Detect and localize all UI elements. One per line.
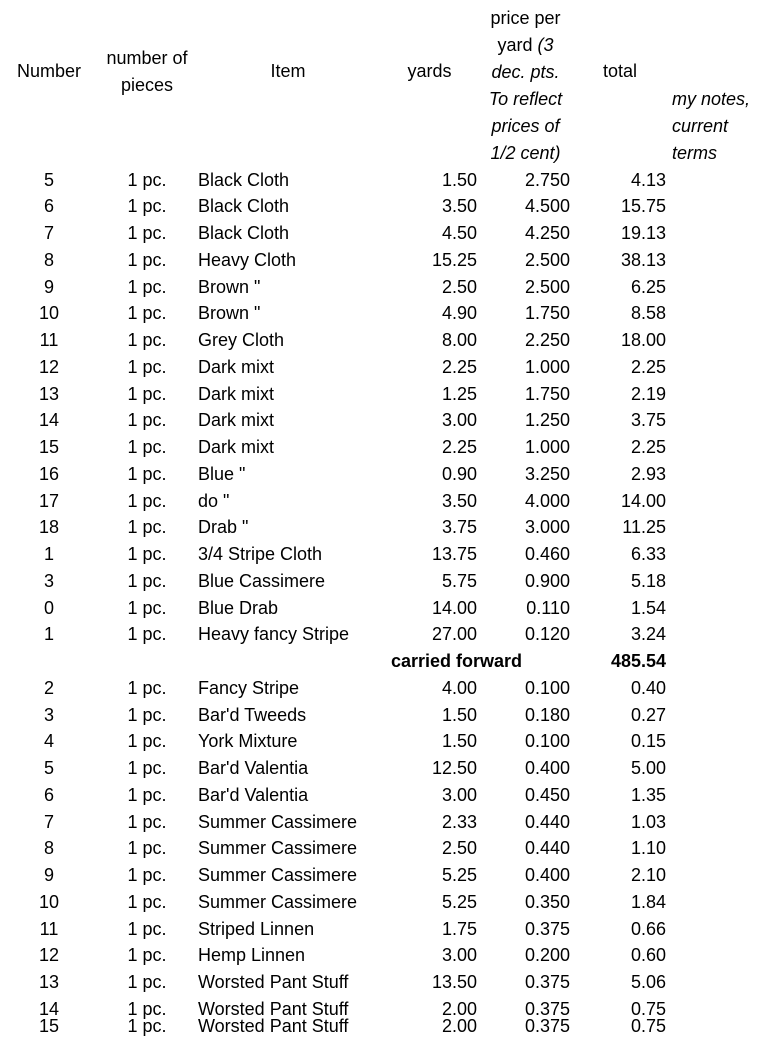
cell-yards: 5.75 bbox=[441, 570, 477, 591]
cell-total: 3.75 bbox=[630, 410, 666, 431]
cell-notes bbox=[668, 274, 763, 301]
cell-pieces: 1 pc. bbox=[127, 945, 167, 966]
cell-number: 12 bbox=[38, 356, 60, 377]
cell-pieces: 1 pc. bbox=[127, 865, 167, 885]
cell-price-per-yard: 0.375 bbox=[524, 998, 570, 1019]
cell-number: 6 bbox=[43, 784, 54, 805]
cell-total: 0.75 bbox=[630, 1016, 666, 1036]
column-header-item-label: Item bbox=[270, 61, 306, 82]
cell-yards: 12.50 bbox=[431, 758, 477, 778]
cell-price-per-yard: 1.750 bbox=[524, 383, 570, 404]
cell-price-per-yard: 0.450 bbox=[524, 784, 570, 805]
cell-yards: 15.25 bbox=[431, 249, 477, 270]
cell-item: Grey Cloth bbox=[198, 330, 285, 350]
cell-notes bbox=[668, 942, 763, 969]
cell-total: 1.35 bbox=[630, 784, 666, 805]
cell-item: Brown " bbox=[198, 276, 261, 297]
cell-item: Heavy fancy Stripe bbox=[198, 624, 350, 645]
cell-price-per-yard: 2.500 bbox=[524, 249, 570, 270]
cell-pieces: 1 pc. bbox=[127, 918, 167, 939]
cell-notes bbox=[668, 862, 763, 889]
cell-pieces: 1 pc. bbox=[127, 597, 167, 618]
cell-yards: 2.33 bbox=[441, 811, 477, 832]
cell-pieces: 1 pc. bbox=[127, 972, 167, 992]
table-row bbox=[0, 300, 763, 327]
cell-notes bbox=[668, 1017, 763, 1044]
cell-pieces: 1 pc. bbox=[127, 891, 167, 912]
cell-yards: 8.00 bbox=[441, 330, 477, 350]
cell-number: 1 bbox=[43, 624, 54, 645]
cell-pieces: 1 pc. bbox=[127, 223, 167, 243]
cell-item: do " bbox=[198, 490, 230, 511]
cell-pieces: 1 pc. bbox=[127, 437, 167, 457]
cell-number: 15 bbox=[38, 1016, 60, 1036]
cell-number bbox=[0, 648, 98, 675]
cell-yards: 0.90 bbox=[441, 463, 477, 484]
cell-item: Striped Linnen bbox=[198, 918, 315, 939]
partial-row bbox=[0, 1017, 763, 1044]
cell-item: Drab " bbox=[198, 517, 249, 538]
cell-yards: 1.25 bbox=[441, 383, 477, 404]
cell-total: 2.25 bbox=[630, 437, 666, 457]
cell-pieces: 1 pc. bbox=[127, 704, 167, 725]
cell-item: Bar'd Valentia bbox=[198, 784, 309, 805]
cell-yards: 3.00 bbox=[441, 945, 477, 966]
cell-pieces: 1 pc. bbox=[127, 490, 167, 511]
cell-number: 0 bbox=[43, 597, 54, 618]
cell-notes bbox=[668, 969, 763, 996]
cell-pieces: 1 pc. bbox=[127, 169, 167, 190]
cell-number: 3 bbox=[43, 570, 54, 591]
cell-notes bbox=[668, 728, 763, 755]
column-header-yards-label: yards bbox=[407, 61, 452, 82]
column-header-price-per-yard: price per yard (3 dec. pts. To reflect prices of 1/2 cent) bbox=[488, 7, 563, 163]
table-row bbox=[0, 193, 763, 220]
cell-yards: 2.00 bbox=[441, 1016, 477, 1036]
cell-number: 7 bbox=[43, 223, 54, 243]
table-row bbox=[0, 274, 763, 301]
cell-item: Worsted Pant Stuff bbox=[198, 972, 349, 992]
cell-item: Blue Drab bbox=[198, 597, 279, 618]
cell-notes bbox=[668, 835, 763, 862]
cell-pieces: 1 pc. bbox=[127, 330, 167, 350]
cell-pieces bbox=[98, 648, 196, 675]
cell-pieces: 1 pc. bbox=[127, 517, 167, 538]
cell-notes bbox=[668, 889, 763, 916]
cell-item: Hemp Linnen bbox=[198, 945, 306, 966]
cell-yards: 2.25 bbox=[441, 437, 477, 457]
cell-item bbox=[196, 648, 380, 675]
table-row bbox=[0, 702, 763, 729]
cell-total: 5.18 bbox=[630, 570, 666, 591]
cell-total: 19.13 bbox=[620, 223, 666, 243]
cell-yards: 13.75 bbox=[431, 544, 477, 564]
cell-notes bbox=[668, 568, 763, 595]
cell-notes bbox=[668, 648, 763, 675]
cell-yards: 13.50 bbox=[431, 972, 477, 992]
cell-total: 38.13 bbox=[620, 249, 666, 270]
cell-price-per-yard: 1.250 bbox=[524, 410, 570, 431]
cell-number: 5 bbox=[43, 169, 54, 190]
cell-yards: 1.50 bbox=[441, 169, 477, 190]
cell-price-per-yard: 0.900 bbox=[524, 570, 570, 591]
cell-price-per-yard: 3.250 bbox=[524, 463, 570, 484]
cell-price-per-yard: 0.375 bbox=[524, 918, 570, 939]
table-row bbox=[0, 942, 763, 969]
cell-price-per-yard: 0.200 bbox=[524, 945, 570, 966]
cell-item: Summer Cassimere bbox=[198, 811, 358, 832]
cell-yards: 27.00 bbox=[431, 624, 477, 645]
column-header-number bbox=[0, 0, 98, 167]
cell-total: 8.58 bbox=[630, 303, 666, 324]
cell-item: Summer Cassimere bbox=[198, 891, 358, 912]
cell-item: Blue Cassimere bbox=[198, 570, 326, 591]
cell-number: 7 bbox=[43, 811, 54, 832]
cell-price-per-yard: 0.375 bbox=[524, 1016, 570, 1036]
cell-item: Fancy Stripe bbox=[198, 677, 300, 698]
cell-total: 0.27 bbox=[630, 704, 666, 725]
table-row bbox=[0, 488, 763, 515]
cell-notes bbox=[668, 461, 763, 488]
cell-number: 17 bbox=[38, 490, 60, 511]
cell-total: 1.84 bbox=[630, 891, 666, 912]
column-header-yards bbox=[380, 0, 479, 167]
cell-price-per-yard: 0.400 bbox=[524, 758, 570, 778]
table-row bbox=[0, 835, 763, 862]
table-row bbox=[0, 247, 763, 274]
cell-number: 14 bbox=[38, 998, 60, 1019]
cell-price-per-yard: 0.375 bbox=[524, 972, 570, 992]
cell-item: Worsted Pant Stuff bbox=[198, 1016, 349, 1036]
cell-total: 18.00 bbox=[620, 330, 666, 350]
cell-number: 9 bbox=[43, 276, 54, 297]
table-row bbox=[0, 167, 763, 194]
cell-notes bbox=[668, 595, 763, 622]
table-row bbox=[0, 354, 763, 381]
cell-number: 14 bbox=[38, 410, 60, 431]
carried-forward-row bbox=[0, 648, 763, 675]
cell-price-per-yard: 0.350 bbox=[524, 891, 570, 912]
table-row bbox=[0, 434, 763, 461]
column-header-item bbox=[196, 0, 380, 167]
cell-number: 12 bbox=[38, 945, 60, 966]
cell-price-per-yard: 1.000 bbox=[524, 356, 570, 377]
table-row bbox=[0, 514, 763, 541]
cell-item: Bar'd Tweeds bbox=[198, 704, 307, 725]
cell-yards: 2.50 bbox=[441, 838, 477, 859]
cell-total: 0.66 bbox=[630, 918, 666, 939]
cell-pieces: 1 pc. bbox=[127, 410, 167, 431]
cell-notes bbox=[668, 675, 763, 702]
cell-total: 2.10 bbox=[630, 865, 666, 885]
cell-total: 0.60 bbox=[630, 945, 666, 966]
table-row bbox=[0, 782, 763, 809]
cell-item: Blue " bbox=[198, 463, 246, 484]
cell-notes bbox=[668, 381, 763, 408]
cell-total: 14.00 bbox=[620, 490, 666, 511]
cell-yards: 3.75 bbox=[441, 517, 477, 538]
table-row bbox=[0, 889, 763, 916]
table-row bbox=[0, 916, 763, 943]
cell-item: Worsted Pant Stuff bbox=[198, 998, 349, 1019]
cell-total: 1.10 bbox=[630, 838, 666, 859]
carried-forward-total: 485.54 bbox=[610, 651, 666, 671]
cell-number: 13 bbox=[38, 383, 60, 404]
cell-yards: 2.25 bbox=[441, 356, 477, 377]
cell-notes bbox=[668, 514, 763, 541]
cell-notes bbox=[668, 782, 763, 809]
cell-total: 0.15 bbox=[630, 731, 666, 752]
cell-item: York Mixture bbox=[198, 731, 298, 752]
cell-number: 5 bbox=[43, 758, 54, 778]
cell-yards: 1.50 bbox=[441, 704, 477, 725]
cell-price-per-yard: 0.440 bbox=[524, 838, 570, 859]
cell-price-per-yard: 4.000 bbox=[524, 490, 570, 511]
cell-yards: 14.00 bbox=[431, 597, 477, 618]
cell-yards: 1.75 bbox=[441, 918, 477, 939]
cell-yards: 2.50 bbox=[441, 276, 477, 297]
cell-item: Black Cloth bbox=[198, 169, 290, 190]
column-header-total bbox=[572, 0, 668, 167]
cell-yards: 4.90 bbox=[441, 303, 477, 324]
cell-pieces: 1 pc. bbox=[127, 249, 167, 270]
cell-price-per-yard: 1.750 bbox=[524, 303, 570, 324]
cell-price-per-yard: 0.400 bbox=[524, 865, 570, 885]
cell-item: Dark mixt bbox=[198, 356, 274, 377]
cell-pieces: 1 pc. bbox=[127, 1016, 167, 1036]
table-body bbox=[0, 167, 763, 1023]
cell-notes bbox=[668, 621, 763, 648]
column-header-total-label: total bbox=[602, 61, 638, 82]
table-row bbox=[0, 541, 763, 568]
cell-total: 6.33 bbox=[630, 544, 666, 564]
cell-pieces: 1 pc. bbox=[127, 838, 167, 859]
table-row bbox=[0, 595, 763, 622]
cell-pieces: 1 pc. bbox=[127, 276, 167, 297]
cell-number: 8 bbox=[43, 249, 54, 270]
cell-notes bbox=[668, 916, 763, 943]
cell-number: 1 bbox=[43, 544, 54, 564]
column-header-pieces: number of pieces bbox=[106, 47, 188, 95]
table-row bbox=[0, 327, 763, 354]
table-row bbox=[0, 728, 763, 755]
cell-pieces: 1 pc. bbox=[127, 196, 167, 217]
cell-pieces: 1 pc. bbox=[127, 463, 167, 484]
table-row bbox=[0, 220, 763, 247]
cell-yards: 4.50 bbox=[441, 223, 477, 243]
cell-notes bbox=[668, 541, 763, 568]
cell-notes bbox=[668, 220, 763, 247]
cell-total: 2.19 bbox=[630, 383, 666, 404]
cell-notes bbox=[668, 755, 763, 782]
table-row bbox=[0, 675, 763, 702]
table-row bbox=[0, 461, 763, 488]
cell-notes bbox=[668, 193, 763, 220]
cell-item: Summer Cassimere bbox=[198, 865, 358, 885]
cell-pieces: 1 pc. bbox=[127, 544, 167, 564]
cell-price-per-yard: 1.000 bbox=[524, 437, 570, 457]
table-row bbox=[0, 755, 763, 782]
cell-pieces: 1 pc. bbox=[127, 356, 167, 377]
cell-price-per-yard: 0.120 bbox=[524, 624, 570, 645]
cell-notes bbox=[668, 702, 763, 729]
cell-yards: 5.25 bbox=[441, 865, 477, 885]
cell-notes bbox=[668, 327, 763, 354]
cell-notes bbox=[668, 488, 763, 515]
cell-number: 6 bbox=[43, 196, 54, 217]
cell-number: 16 bbox=[38, 463, 60, 484]
cell-price-per-yard: 0.180 bbox=[524, 704, 570, 725]
cell-notes bbox=[668, 167, 763, 194]
cell-item: Dark mixt bbox=[198, 410, 274, 431]
cell-total: 6.25 bbox=[630, 276, 666, 297]
cell-yards: 1.50 bbox=[441, 731, 477, 752]
cell-item: Black Cloth bbox=[198, 223, 290, 243]
cell-price-per-yard: 3.000 bbox=[524, 517, 570, 538]
table-row bbox=[0, 621, 763, 648]
cell-pieces: 1 pc. bbox=[127, 758, 167, 778]
cell-number: 11 bbox=[39, 330, 59, 350]
cell-number: 4 bbox=[43, 731, 54, 752]
cell-total: 0.75 bbox=[630, 998, 666, 1019]
cell-item: Heavy Cloth bbox=[198, 249, 297, 270]
cell-yards: 2.00 bbox=[441, 998, 477, 1019]
cell-notes bbox=[668, 434, 763, 461]
table-row bbox=[0, 381, 763, 408]
cell-total: 11.25 bbox=[622, 517, 666, 538]
cell-number: 9 bbox=[43, 865, 54, 885]
cell-yards: 3.50 bbox=[441, 490, 477, 511]
cell-yards: 3.00 bbox=[441, 784, 477, 805]
cell-total: 1.54 bbox=[630, 597, 666, 618]
cell-item: Dark mixt bbox=[198, 383, 274, 404]
cell-notes bbox=[668, 354, 763, 381]
cell-pieces: 1 pc. bbox=[127, 677, 167, 698]
cell-item: Summer Cassimere bbox=[198, 838, 358, 859]
cell-yards: 3.50 bbox=[441, 196, 477, 217]
cell-total: 15.75 bbox=[620, 196, 666, 217]
table-row bbox=[0, 809, 763, 836]
cell-pieces: 1 pc. bbox=[127, 998, 167, 1019]
cell-number: 3 bbox=[43, 704, 54, 725]
cell-pieces: 1 pc. bbox=[127, 624, 167, 645]
cell-number: 10 bbox=[38, 891, 60, 912]
cell-total: 5.06 bbox=[630, 972, 666, 992]
cell-price-per-yard: 2.750 bbox=[524, 169, 570, 190]
cell-number: 2 bbox=[43, 677, 54, 698]
cell-item: Brown " bbox=[198, 303, 261, 324]
cell-price-per-yard: 0.440 bbox=[524, 811, 570, 832]
cell-price-per-yard: 2.500 bbox=[524, 276, 570, 297]
cell-item: 3/4 Stripe Cloth bbox=[198, 544, 323, 564]
cell-total: 3.24 bbox=[630, 624, 666, 645]
cell-yards: 5.25 bbox=[441, 891, 477, 912]
cell-item: Black Cloth bbox=[198, 196, 290, 217]
cell-number: 11 bbox=[39, 918, 59, 939]
cell-total: 0.40 bbox=[630, 677, 666, 698]
cell-item: Bar'd Valentia bbox=[198, 758, 309, 778]
cell-notes bbox=[668, 407, 763, 434]
cell-number: 13 bbox=[38, 972, 60, 992]
cell-price-per-yard: 0.460 bbox=[524, 544, 570, 564]
cell-total: 5.00 bbox=[630, 758, 666, 778]
cell-total: 2.25 bbox=[630, 356, 666, 377]
cell-notes bbox=[668, 247, 763, 274]
cell-price-per-yard: 0.100 bbox=[524, 677, 570, 698]
table-row bbox=[0, 568, 763, 595]
cell-notes bbox=[668, 300, 763, 327]
table-row bbox=[0, 862, 763, 889]
cell-number: 8 bbox=[43, 838, 54, 859]
cell-price-per-yard: 0.100 bbox=[524, 731, 570, 752]
carried-forward-label: carried forward bbox=[390, 651, 522, 671]
cell-pieces: 1 pc. bbox=[127, 570, 167, 591]
cell-yards: 4.00 bbox=[441, 677, 477, 698]
cell-pieces: 1 pc. bbox=[127, 303, 167, 324]
table-row bbox=[0, 407, 763, 434]
cell-number: 10 bbox=[38, 303, 60, 324]
cell-total: 4.13 bbox=[630, 169, 666, 190]
cell-yards: 3.00 bbox=[441, 410, 477, 431]
cell-pieces: 1 pc. bbox=[127, 383, 167, 404]
column-header-notes: my notes, current terms bbox=[672, 88, 751, 163]
cell-notes bbox=[668, 809, 763, 836]
table-header bbox=[0, 0, 763, 167]
cell-number: 15 bbox=[38, 437, 60, 457]
cell-price-per-yard: 0.110 bbox=[526, 597, 570, 618]
cell-pieces: 1 pc. bbox=[127, 784, 167, 805]
cell-price-per-yard: 2.250 bbox=[524, 330, 570, 350]
cell-total: 2.93 bbox=[630, 463, 666, 484]
column-header-number-label: Number bbox=[16, 61, 82, 82]
cell-number: 18 bbox=[38, 517, 60, 538]
cell-item: Dark mixt bbox=[198, 437, 274, 457]
cell-pieces: 1 pc. bbox=[127, 731, 167, 752]
cell-pieces: 1 pc. bbox=[127, 811, 167, 832]
cell-total: 1.03 bbox=[630, 811, 666, 832]
table-row bbox=[0, 969, 763, 996]
cell-price-per-yard: 4.500 bbox=[524, 196, 570, 217]
cell-price-per-yard: 4.250 bbox=[524, 223, 570, 243]
